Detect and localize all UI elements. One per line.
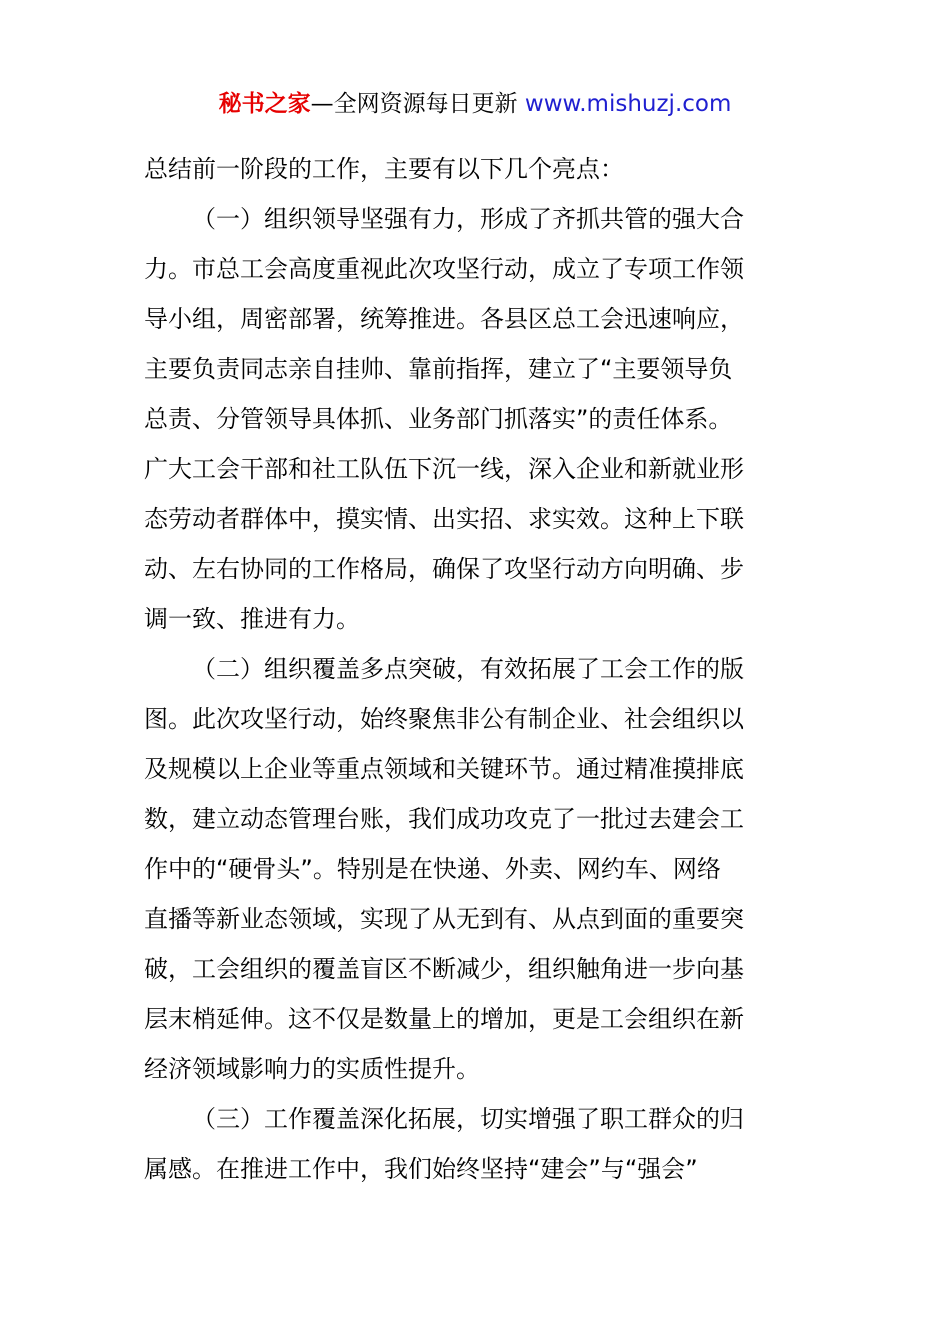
text-line: 经济领域影响力的实质性提升。 bbox=[144, 1055, 480, 1083]
document-body bbox=[144, 144, 808, 1194]
text-line: 动、左右协同的工作格局，确保了攻坚行动方向明确、步 bbox=[144, 555, 744, 583]
text-line: 总结前一阶段的工作，主要有以下几个亮点： bbox=[144, 155, 624, 183]
text-line: 作中的“硬骨头”。特别是在快递、外卖、网约车、网络 bbox=[144, 855, 721, 883]
text-line: 破，工会组织的覆盖盲区不断减少，组织触角进一步向基 bbox=[144, 955, 744, 983]
text-line: 直播等新业态领域，实现了从无到有、从点到面的重要突 bbox=[144, 905, 744, 933]
text-line: 数，建立动态管理台账，我们成功攻克了一批过去建会工 bbox=[144, 805, 744, 833]
text-line: 广大工会干部和社工队伍下沉一线，深入企业和新就业形 bbox=[144, 455, 744, 483]
text-line: 及规模以上企业等重点领域和关键环节。通过精准摸排底 bbox=[144, 755, 744, 783]
paragraph-1-start: （一）组织领导坚强有力，形成了齐抓共管的强大合 bbox=[192, 205, 744, 233]
text-line: 力。市总工会高度重视此次攻坚行动，成立了专项工作领 bbox=[144, 255, 744, 283]
text-line: 属感。在推进工作中，我们始终坚持“建会”与“强会” bbox=[144, 1155, 698, 1183]
site-url: www.mishuzj.com bbox=[524, 91, 732, 117]
page-header bbox=[0, 86, 950, 122]
text-line: 主要负责同志亲自挂帅、靠前指挥，建立了“主要领导负 bbox=[144, 355, 733, 383]
paragraph-2-start: （二）组织覆盖多点突破，有效拓展了工会工作的版 bbox=[192, 655, 744, 683]
paragraph-3-start: （三）工作覆盖深化拓展，切实增强了职工群众的归 bbox=[192, 1105, 744, 1133]
text-line: 调一致、推进有力。 bbox=[144, 605, 360, 633]
text-line: 态劳动者群体中，摸实情、出实招、求实效。这种上下联 bbox=[144, 505, 744, 533]
text-line: 导小组，周密部署，统筹推进。各县区总工会迅速响应， bbox=[144, 305, 744, 333]
text-line: 层末梢延伸。这不仅是数量上的增加，更是工会组织在新 bbox=[144, 1005, 744, 1033]
text-line: 图。此次攻坚行动，始终聚焦非公有制企业、社会组织以 bbox=[144, 705, 744, 733]
text-line: 总责、分管领导具体抓、业务部门抓落实”的责任体系。 bbox=[144, 405, 733, 433]
header-tagline: —全网资源每日更新 bbox=[310, 91, 525, 117]
brand-name: 秘书之家 bbox=[218, 91, 311, 117]
